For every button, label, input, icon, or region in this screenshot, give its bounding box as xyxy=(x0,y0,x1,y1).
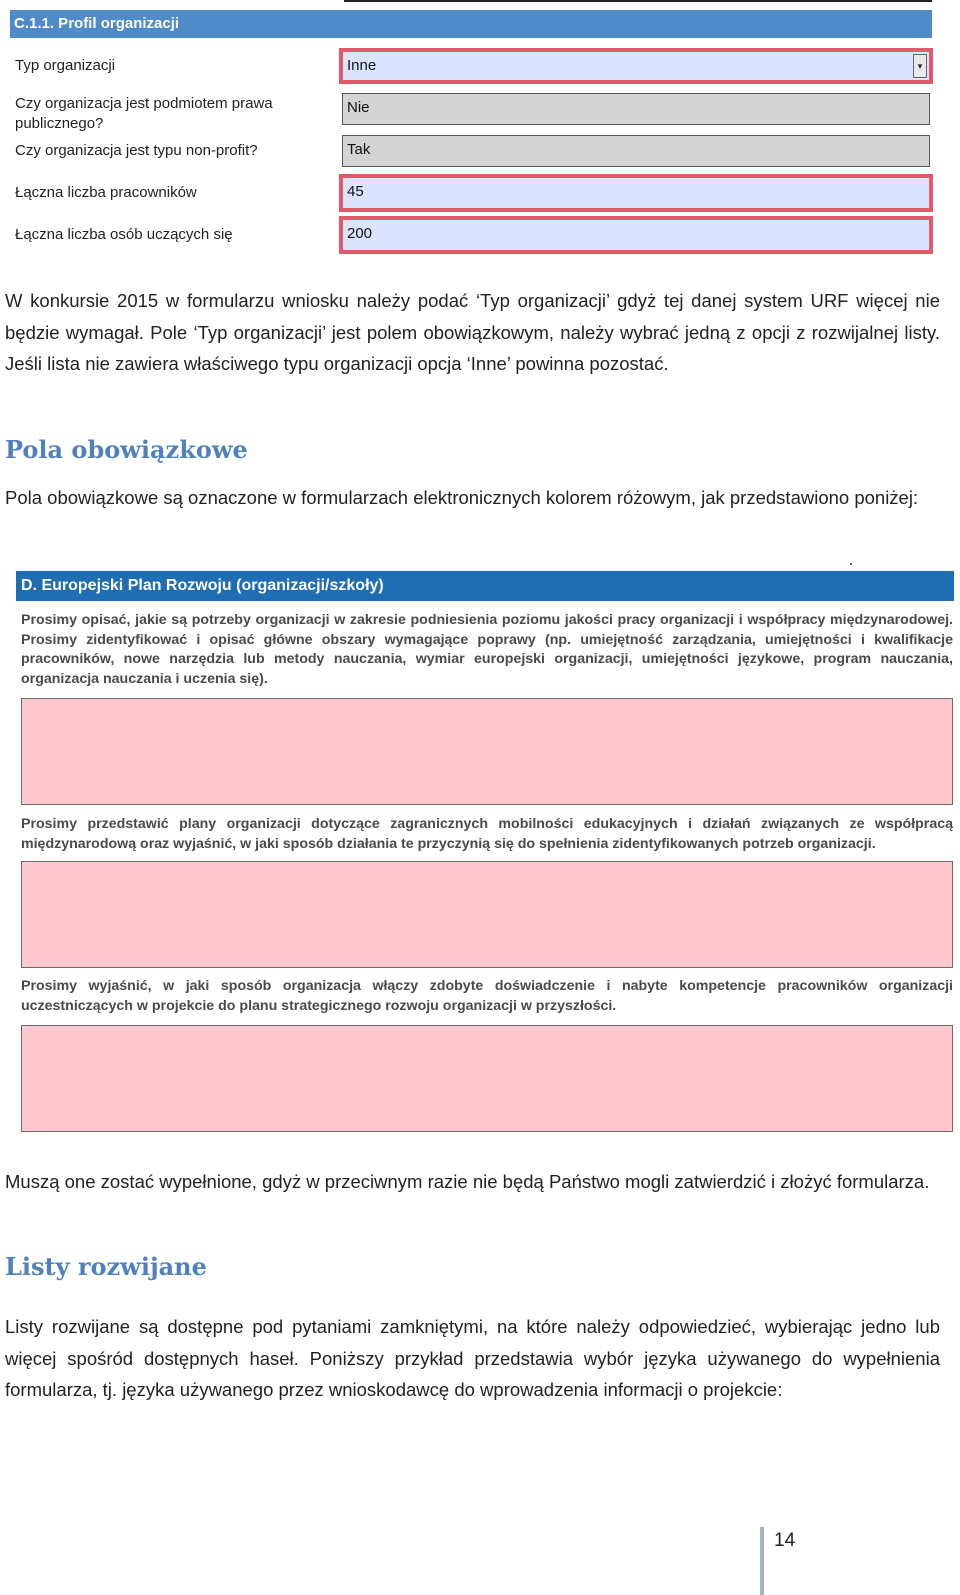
public-law-entity-field[interactable]: Nie xyxy=(342,93,930,125)
plan-question-integration: Prosimy wyjaśnić, w jaki sposób organizacja włączy zdobyte doświadczenie i nabyte kompetencje pracowników organizacji uczestniczących w projekcie do planu strategicznego rozwoju organizacji w przyszłości. xyxy=(21,978,953,1014)
employee-count-input[interactable]: 45 xyxy=(342,177,930,209)
page-number: 14 xyxy=(774,1530,796,1551)
heading-mandatory-fields: Pola obowiązkowe xyxy=(5,435,248,464)
plan-panel-header: D. Europejski Plan Rozwoju (organizacji/szkoły) xyxy=(16,571,954,601)
label-non-profit: Czy organizacja jest typu non-profit? xyxy=(15,142,258,159)
plan-answer-needs-textarea[interactable] xyxy=(21,698,953,805)
heading-dropdown-lists: Listy rozwijane xyxy=(5,1252,207,1281)
page-number-bar xyxy=(760,1527,764,1595)
fill-required-paragraph: Muszą one zostać wypełnione, gdyż w przeciwnym razie nie będą Państwo mogli zatwierdzić i złożyć formularza. xyxy=(5,1171,930,1192)
dropdown-lists-paragraph: Listy rozwijane są dostępne pod pytaniami zamkniętymi, na które należy odpowiedzieć, wybierając jedno lub więcej spośród dostępnych haseł. Poniższy przykład przedstawia wybór języka używanego do wypełnienia formularza, tj. języka używanego przez wnioskodawcę do wprowadzenia informacji o projekcie: xyxy=(5,1316,940,1400)
plan-question-mobility: Prosimy przedstawić plany organizacji dotyczące zagranicznych mobilności edukacyjnych i działań związanych ze współpracą międzynarodową oraz wyjaśnić, w jaki sposób działania te przyczynią się do spełnienia zidentyfikowanych potrzeb organizacji. xyxy=(21,816,953,852)
intro-paragraph: W konkursie 2015 w formularzu wniosku należy podać ‘Typ organizacji’ gdyż tej danej system URF więcej nie będzie wymagał. Pole ‘Typ organizacji’ jest polem obowiązkowym, należy wybrać jedną z opcji z rozwijalnej listy. Jeśli lista nie zawiera właściwego typu organizacji opcja ‘Inne’ powinna pozostać. xyxy=(5,290,940,374)
label-learner-count: Łączna liczba osób uczących się xyxy=(15,226,233,243)
profile-panel-header: C.1.1. Profil organizacji xyxy=(10,10,932,38)
organization-type-value: Inne xyxy=(347,57,377,74)
plan-question-needs: Prosimy opisać, jakie są potrzeby organizacji w zakresie podniesienia poziomu jakości pracy organizacji i współpracy międzynarodowej. Prosimy zidentyfikować i opisać główne obszary wymagające poprawy (np. umiejętność zarządzania, umiejętności i kwalifikacje pracowników, nowe narzędzia lub metody nauczania, wymiar europejski organizacji, umiejętności językowe, program nauczania, organizacja nauczania i uczenia się). xyxy=(21,612,953,687)
non-profit-field[interactable]: Tak xyxy=(342,135,930,167)
learner-count-input[interactable]: 200 xyxy=(342,219,930,251)
organization-type-select[interactable] xyxy=(342,51,930,81)
label-public-law-entity: Czy organizacja jest podmiotem prawa publicznego? xyxy=(15,95,273,132)
plan-answer-integration-textarea[interactable] xyxy=(21,1025,953,1132)
label-employee-count: Łączna liczba pracowników xyxy=(15,184,197,201)
chevron-down-icon[interactable]: ▾ xyxy=(913,54,927,78)
top-border-line xyxy=(344,0,932,2)
stray-dot xyxy=(850,563,852,565)
plan-answer-mobility-textarea[interactable] xyxy=(21,861,953,968)
mandatory-fields-paragraph: Pola obowiązkowe są oznaczone w formularzach elektronicznych kolorem różowym, jak przedstawiono poniżej: xyxy=(5,487,919,508)
label-organization-type: Typ organizacji xyxy=(15,57,116,74)
